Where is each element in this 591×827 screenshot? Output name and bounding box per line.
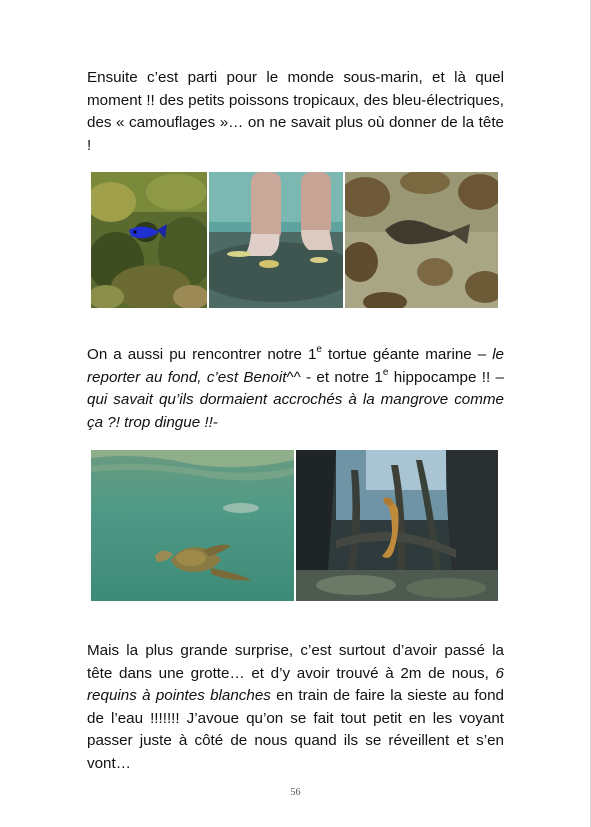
photo-camouflaged-fish: [345, 172, 498, 308]
p2-sup-1: e: [316, 344, 322, 355]
p2-text-1: On a aussi pu rencontrer notre 1: [87, 346, 317, 363]
paragraph-shark-cave: [87, 640, 504, 775]
photo-sea-turtle: [91, 450, 294, 601]
p2-text-4: hippocampe !! –: [388, 368, 504, 386]
page-number: 56: [290, 787, 301, 798]
paragraph-underwater-intro: Ensuite c’est parti pour le monde sous-marin, et là quel moment !! des petits poissons tropicaux, des bleu-électriques, des « camouflages »… on ne savait plus où donner de la tête !: [87, 69, 504, 154]
photo-feet-on-seabed: [209, 172, 343, 308]
p3-text-2: en train de faire la sieste au fond de l’eau !!!!!!! J’avoue qu’on se fait tout petit en les voyant passer juste à côté de nous quand ils se réveillent et s’en vont…: [87, 687, 504, 772]
photo-seahorse-mangrove: [296, 450, 498, 601]
paragraph-turtle-seahorse: [87, 344, 504, 434]
p2-text-2: tortue géante marine –: [321, 346, 493, 363]
p3-italic-1: 6 requins à pointes blanches: [87, 664, 504, 704]
p3-text-1: Mais la plus grande surprise, c’est surtout d’avoir passé la tête dans une grotte… et d’y avoir trouvé à 2m de nous,: [87, 642, 504, 682]
photo-blue-fish-coral: [91, 172, 207, 308]
p2-italic-1: le reporter au fond, c’est Benoit: [87, 346, 505, 386]
p2-sup-2: e: [382, 366, 389, 378]
p2-italic-2: qui savait qu’ils dormaient accrochés à la mangrove comme ça ?! trop dingue !!-: [87, 391, 504, 431]
p2-text-3: ^^ - et notre 1: [286, 368, 383, 386]
